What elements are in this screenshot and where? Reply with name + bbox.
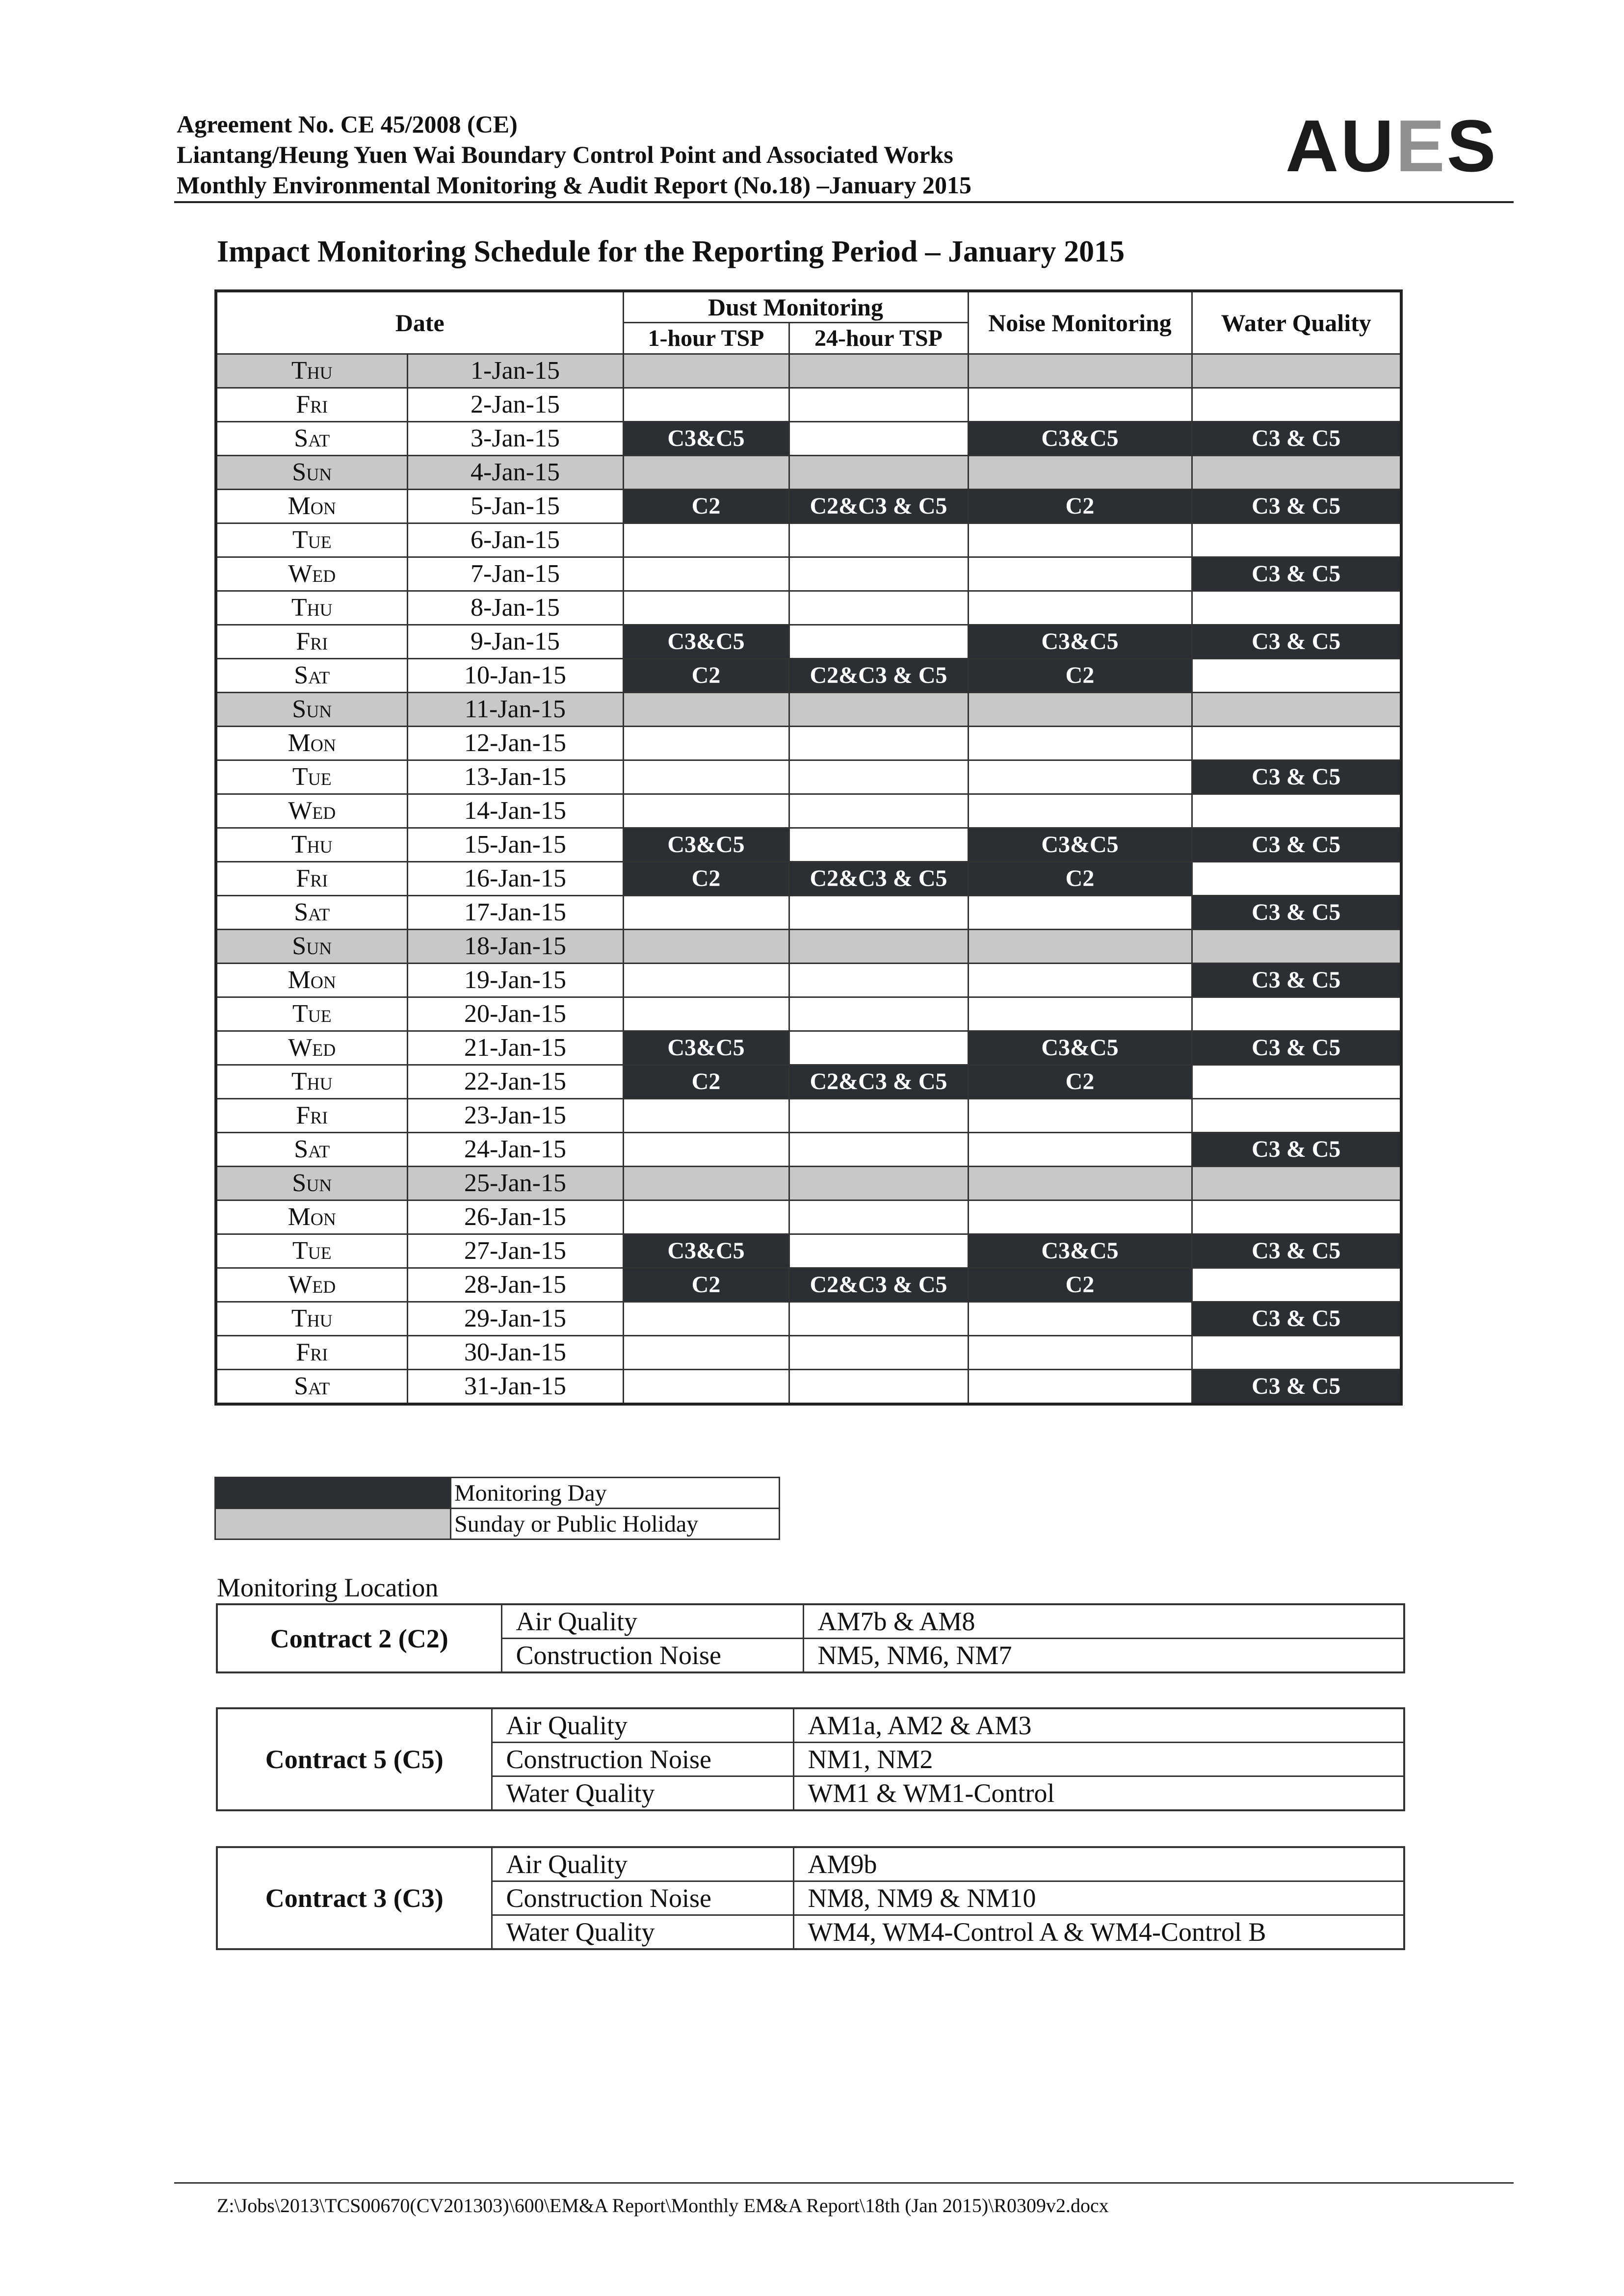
schedule-row [216, 895, 1401, 929]
date-cell: 22-Jan-15 [407, 1065, 623, 1098]
noise-monitoring-header: Noise Monitoring [968, 291, 1192, 354]
contract-name: Contract 3 (C3) [217, 1847, 492, 1949]
tsp-1hour-cell [623, 997, 789, 1031]
day-cell: Mon [216, 1200, 407, 1234]
noise-cell [968, 1200, 1192, 1234]
water-quality-cell [1192, 1166, 1401, 1200]
tsp-1hour-cell [623, 1132, 789, 1166]
noise-cell [968, 1369, 1192, 1404]
tsp-1hour-cell: C2 [623, 489, 789, 523]
schedule-row [216, 1302, 1401, 1335]
noise-cell [968, 726, 1192, 760]
schedule-row [216, 760, 1401, 794]
location-type: Construction Noise [492, 1743, 793, 1776]
day-cell: Mon [216, 963, 407, 997]
tsp-1hour-cell: C3&C5 [623, 625, 789, 658]
date-cell: 5-Jan-15 [407, 489, 623, 523]
schedule-row [216, 354, 1401, 388]
tsp-1hour-cell [623, 354, 789, 388]
location-type: Air Quality [492, 1708, 793, 1743]
schedule-row [216, 726, 1401, 760]
tsp-24hour-cell [789, 963, 968, 997]
day-cell: Tue [216, 1234, 407, 1268]
tsp-24hour-cell [789, 997, 968, 1031]
location-stations: NM8, NM9 & NM10 [793, 1881, 1404, 1915]
water-quality-cell [1192, 1065, 1401, 1098]
water-quality-cell [1192, 658, 1401, 692]
water-quality-cell: C3 & C5 [1192, 828, 1401, 861]
date-cell: 24-Jan-15 [407, 1132, 623, 1166]
tsp-24hour-cell [789, 726, 968, 760]
tsp-1hour-cell [623, 929, 789, 963]
noise-cell: C3&C5 [968, 828, 1192, 861]
date-cell: 2-Jan-15 [407, 388, 623, 421]
schedule-row [216, 1098, 1401, 1132]
noise-cell [968, 997, 1192, 1031]
noise-cell [968, 1132, 1192, 1166]
date-cell: 23-Jan-15 [407, 1098, 623, 1132]
schedule-body [216, 354, 1401, 1404]
day-cell: Wed [216, 1031, 407, 1065]
monitoring-day-label: Monitoring Day [451, 1478, 780, 1509]
tsp-1hour-cell [623, 1200, 789, 1234]
schedule-row [216, 997, 1401, 1031]
day-cell: Fri [216, 1098, 407, 1132]
tsp-24hour-cell [789, 794, 968, 828]
noise-cell: C2 [968, 861, 1192, 895]
contract-name: Contract 2 (C2) [217, 1604, 501, 1672]
water-quality-cell [1192, 726, 1401, 760]
date-cell: 7-Jan-15 [407, 557, 623, 591]
day-cell: Tue [216, 760, 407, 794]
contract-name: Contract 5 (C5) [217, 1708, 492, 1810]
location-type: Air Quality [492, 1847, 793, 1881]
water-quality-cell: C3 & C5 [1192, 625, 1401, 658]
contract-c5-table [216, 1707, 1405, 1811]
location-type: Construction Noise [492, 1881, 793, 1915]
tsp-1hour-cell [623, 523, 789, 557]
water-quality-cell: C3 & C5 [1192, 557, 1401, 591]
noise-cell [968, 455, 1192, 489]
dust-monitoring-header: Dust Monitoring [623, 291, 968, 322]
date-cell: 27-Jan-15 [407, 1234, 623, 1268]
tsp-1hour-cell [623, 794, 789, 828]
tsp-1hour-cell [623, 726, 789, 760]
water-quality-cell [1192, 1200, 1401, 1234]
footer-divider [174, 2182, 1514, 2184]
schedule-row [216, 692, 1401, 726]
date-cell: 20-Jan-15 [407, 997, 623, 1031]
water-quality-cell [1192, 523, 1401, 557]
day-cell: Fri [216, 625, 407, 658]
monitoring-schedule-table [214, 289, 1403, 1406]
contract-c3-table [216, 1846, 1405, 1950]
tsp-24hour-cell [789, 1369, 968, 1404]
schedule-row [216, 625, 1401, 658]
water-quality-cell: C3 & C5 [1192, 1132, 1401, 1166]
tsp-1hour-cell [623, 1302, 789, 1335]
water-quality-cell: C3 & C5 [1192, 760, 1401, 794]
water-quality-cell: C3 & C5 [1192, 1031, 1401, 1065]
tsp-24hour-cell [789, 625, 968, 658]
water-quality-cell: C3 & C5 [1192, 1369, 1401, 1404]
schedule-row [216, 557, 1401, 591]
date-cell: 8-Jan-15 [407, 591, 623, 625]
noise-cell [968, 1302, 1192, 1335]
monitoring-day-swatch [215, 1478, 451, 1509]
noise-cell: C2 [968, 658, 1192, 692]
project-title: Liantang/Heung Yuen Wai Boundary Control Point and Associated Works [177, 141, 953, 168]
water-quality-cell: C3 & C5 [1192, 1302, 1401, 1335]
schedule-row [216, 794, 1401, 828]
date-cell: 18-Jan-15 [407, 929, 623, 963]
noise-cell [968, 692, 1192, 726]
noise-cell [968, 929, 1192, 963]
file-path-footer: Z:\Jobs\2013\TCS00670(CV201303)\600\EM&A Report\Monthly EM&A Report\18th (Jan 2015)\R0309v2.docx [217, 2194, 1109, 2217]
water-quality-cell [1192, 997, 1401, 1031]
day-cell: Sat [216, 895, 407, 929]
date-cell: 31-Jan-15 [407, 1369, 623, 1404]
water-quality-cell: C3 & C5 [1192, 421, 1401, 455]
water-quality-cell [1192, 929, 1401, 963]
tsp-24hour-cell [789, 421, 968, 455]
tsp-1hour-cell [623, 895, 789, 929]
tsp-24hour-cell [789, 760, 968, 794]
date-cell: 28-Jan-15 [407, 1268, 623, 1302]
tsp-24hour-cell [789, 557, 968, 591]
day-cell: Sat [216, 658, 407, 692]
water-quality-cell [1192, 1335, 1401, 1369]
tsp-1hour-cell [623, 591, 789, 625]
location-stations: NM1, NM2 [793, 1743, 1404, 1776]
header-divider [174, 201, 1514, 203]
schedule-row [216, 591, 1401, 625]
day-cell: Fri [216, 1335, 407, 1369]
schedule-row [216, 658, 1401, 692]
noise-cell: C3&C5 [968, 625, 1192, 658]
tsp-24hour-cell [789, 388, 968, 421]
noise-cell [968, 557, 1192, 591]
date-cell: 11-Jan-15 [407, 692, 623, 726]
date-cell: 19-Jan-15 [407, 963, 623, 997]
day-cell: Tue [216, 997, 407, 1031]
date-cell: 1-Jan-15 [407, 354, 623, 388]
day-cell: Sun [216, 929, 407, 963]
location-stations: AM7b & AM8 [803, 1604, 1404, 1639]
noise-cell [968, 591, 1192, 625]
date-cell: 30-Jan-15 [407, 1335, 623, 1369]
day-cell: Thu [216, 591, 407, 625]
date-cell: 10-Jan-15 [407, 658, 623, 692]
tsp-1hour-cell: C2 [623, 1065, 789, 1098]
report-title: Monthly Environmental Monitoring & Audit Report (No.18) –January 2015 [177, 171, 971, 199]
tsp-1hour-cell [623, 1335, 789, 1369]
noise-cell [968, 963, 1192, 997]
tsp-1hour-cell: C2 [623, 861, 789, 895]
tsp-24hour-cell: C2&C3 & C5 [789, 658, 968, 692]
tsp-24hour-cell [789, 692, 968, 726]
noise-cell [968, 354, 1192, 388]
water-quality-cell [1192, 794, 1401, 828]
tsp-24hour-cell [789, 929, 968, 963]
tsp-1hour-cell: C3&C5 [623, 421, 789, 455]
day-cell: Fri [216, 861, 407, 895]
water-quality-cell: C3 & C5 [1192, 489, 1401, 523]
tsp-24hour-cell [789, 1234, 968, 1268]
tsp-24hour-cell: C2&C3 & C5 [789, 1065, 968, 1098]
tsp-24hour-cell [789, 828, 968, 861]
water-quality-header: Water Quality [1192, 291, 1401, 354]
day-cell: Thu [216, 1065, 407, 1098]
noise-cell: C2 [968, 1065, 1192, 1098]
water-quality-cell: C3 & C5 [1192, 963, 1401, 997]
noise-cell [968, 1335, 1192, 1369]
tsp-1hour-cell [623, 557, 789, 591]
noise-cell [968, 1166, 1192, 1200]
schedule-title: Impact Monitoring Schedule for the Reporting Period – January 2015 [217, 235, 1125, 268]
tsp-1hour-header: 1-hour TSP [623, 322, 789, 354]
tsp-24hour-cell [789, 523, 968, 557]
noise-cell [968, 1098, 1192, 1132]
tsp-24hour-cell: C2&C3 & C5 [789, 1268, 968, 1302]
date-cell: 13-Jan-15 [407, 760, 623, 794]
tsp-1hour-cell [623, 1369, 789, 1404]
tsp-24hour-cell [789, 1302, 968, 1335]
tsp-24hour-cell [789, 1132, 968, 1166]
day-cell: Tue [216, 523, 407, 557]
water-quality-cell: C3 & C5 [1192, 895, 1401, 929]
day-cell: Sun [216, 692, 407, 726]
date-cell: 21-Jan-15 [407, 1031, 623, 1065]
schedule-row [216, 929, 1401, 963]
tsp-24hour-cell [789, 1098, 968, 1132]
tsp-24hour-cell: C2&C3 & C5 [789, 861, 968, 895]
schedule-row [216, 1200, 1401, 1234]
noise-cell: C2 [968, 1268, 1192, 1302]
date-cell: 15-Jan-15 [407, 828, 623, 861]
schedule-row [216, 523, 1401, 557]
noise-cell [968, 760, 1192, 794]
schedule-row [216, 388, 1401, 421]
location-stations: AM1a, AM2 & AM3 [793, 1708, 1404, 1743]
day-cell: Sat [216, 421, 407, 455]
tsp-24hour-cell [789, 591, 968, 625]
tsp-1hour-cell [623, 760, 789, 794]
date-cell: 9-Jan-15 [407, 625, 623, 658]
schedule-row [216, 421, 1401, 455]
schedule-row [216, 1335, 1401, 1369]
tsp-24hour-cell [789, 1031, 968, 1065]
noise-cell [968, 388, 1192, 421]
noise-cell [968, 895, 1192, 929]
water-quality-cell [1192, 692, 1401, 726]
noise-cell: C3&C5 [968, 1031, 1192, 1065]
holiday-swatch [215, 1509, 451, 1539]
tsp-1hour-cell [623, 1098, 789, 1132]
schedule-row [216, 455, 1401, 489]
location-type: Air Quality [501, 1604, 803, 1639]
noise-cell [968, 523, 1192, 557]
tsp-1hour-cell [623, 692, 789, 726]
schedule-row [216, 1369, 1401, 1404]
tsp-24hour-cell [789, 895, 968, 929]
tsp-1hour-cell: C3&C5 [623, 1031, 789, 1065]
schedule-row [216, 1132, 1401, 1166]
contract-c2-table [216, 1603, 1405, 1673]
schedule-row [216, 1268, 1401, 1302]
day-cell: Thu [216, 828, 407, 861]
water-quality-cell [1192, 591, 1401, 625]
location-type: Construction Noise [501, 1639, 803, 1673]
day-cell: Mon [216, 726, 407, 760]
noise-cell: C2 [968, 489, 1192, 523]
schedule-row [216, 861, 1401, 895]
schedule-row [216, 963, 1401, 997]
date-cell: 14-Jan-15 [407, 794, 623, 828]
day-cell: Mon [216, 489, 407, 523]
schedule-legend [214, 1477, 780, 1540]
noise-cell: C3&C5 [968, 421, 1192, 455]
date-cell: 17-Jan-15 [407, 895, 623, 929]
schedule-row [216, 1166, 1401, 1200]
tsp-1hour-cell [623, 388, 789, 421]
date-cell: 26-Jan-15 [407, 1200, 623, 1234]
date-cell: 4-Jan-15 [407, 455, 623, 489]
date-cell: 29-Jan-15 [407, 1302, 623, 1335]
date-cell: 16-Jan-15 [407, 861, 623, 895]
day-cell: Thu [216, 354, 407, 388]
tsp-24hour-cell: C2&C3 & C5 [789, 489, 968, 523]
noise-cell [968, 794, 1192, 828]
location-stations: AM9b [793, 1847, 1404, 1881]
schedule-row [216, 828, 1401, 861]
water-quality-cell [1192, 354, 1401, 388]
tsp-24hour-cell [789, 455, 968, 489]
date-cell: 3-Jan-15 [407, 421, 623, 455]
schedule-row [216, 489, 1401, 523]
location-stations: NM5, NM6, NM7 [803, 1639, 1404, 1673]
day-cell: Sat [216, 1132, 407, 1166]
location-type: Water Quality [492, 1776, 793, 1811]
location-type: Water Quality [492, 1915, 793, 1950]
day-cell: Wed [216, 557, 407, 591]
water-quality-cell [1192, 1098, 1401, 1132]
day-cell: Wed [216, 794, 407, 828]
schedule-row [216, 1234, 1401, 1268]
water-quality-cell: C3 & C5 [1192, 1234, 1401, 1268]
water-quality-cell [1192, 388, 1401, 421]
tsp-1hour-cell: C3&C5 [623, 828, 789, 861]
holiday-label: Sunday or Public Holiday [451, 1509, 780, 1539]
aues-logo: AUES [1285, 104, 1498, 187]
date-header: Date [216, 291, 623, 354]
day-cell: Sun [216, 455, 407, 489]
water-quality-cell [1192, 1268, 1401, 1302]
day-cell: Sat [216, 1369, 407, 1404]
tsp-24hour-header: 24-hour TSP [789, 322, 968, 354]
date-cell: 6-Jan-15 [407, 523, 623, 557]
date-cell: 25-Jan-15 [407, 1166, 623, 1200]
tsp-24hour-cell [789, 354, 968, 388]
monitoring-location-title: Monitoring Location [217, 1573, 439, 1602]
location-stations: WM4, WM4-Control A & WM4-Control B [793, 1915, 1404, 1950]
water-quality-cell [1192, 861, 1401, 895]
tsp-1hour-cell: C2 [623, 658, 789, 692]
tsp-1hour-cell [623, 455, 789, 489]
day-cell: Thu [216, 1302, 407, 1335]
tsp-24hour-cell [789, 1335, 968, 1369]
schedule-row [216, 1065, 1401, 1098]
tsp-1hour-cell [623, 1166, 789, 1200]
tsp-1hour-cell [623, 963, 789, 997]
agreement-number: Agreement No. CE 45/2008 (CE) [177, 110, 518, 138]
tsp-1hour-cell: C3&C5 [623, 1234, 789, 1268]
day-cell: Wed [216, 1268, 407, 1302]
tsp-1hour-cell: C2 [623, 1268, 789, 1302]
noise-cell: C3&C5 [968, 1234, 1192, 1268]
day-cell: Sun [216, 1166, 407, 1200]
day-cell: Fri [216, 388, 407, 421]
tsp-24hour-cell [789, 1166, 968, 1200]
tsp-24hour-cell [789, 1200, 968, 1234]
water-quality-cell [1192, 455, 1401, 489]
schedule-row [216, 1031, 1401, 1065]
date-cell: 12-Jan-15 [407, 726, 623, 760]
location-stations: WM1 & WM1-Control [793, 1776, 1404, 1811]
